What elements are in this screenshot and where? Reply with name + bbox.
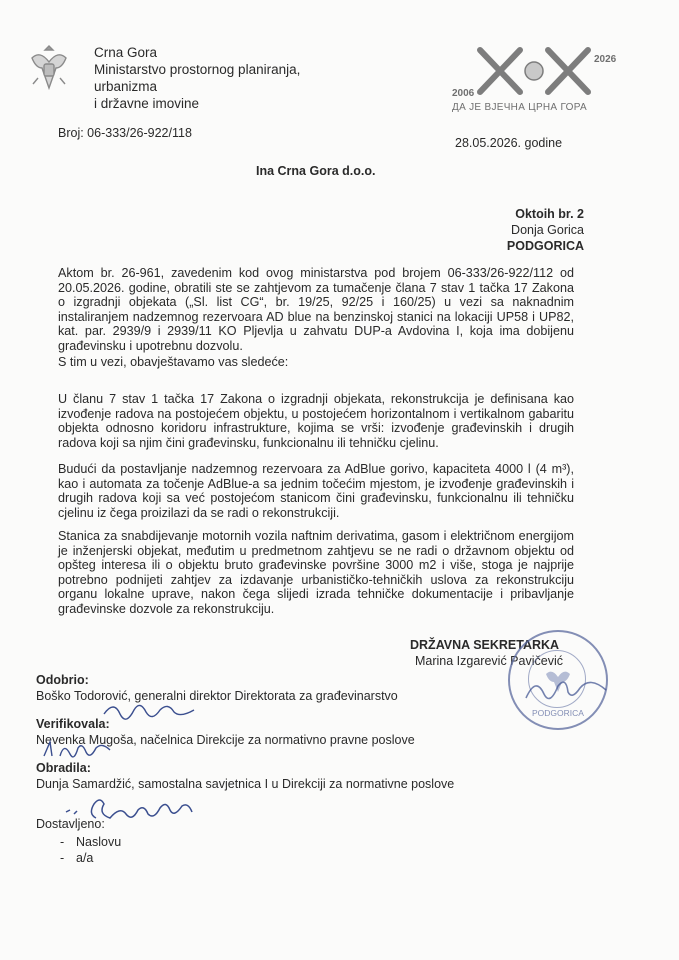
paragraph-request: Aktom br. 26-961, zavedenim kod ovog ministarstva pod brojem 06-333/26-922/112 od 20.05.2026. godine, obratili ste se zahtjevom za tumačenje člana 7 stav 1 tačka 17 Zakona o izgradnji objekata („Sl. list CG“, br. 19/25, 92/25 i 160/25) u vezi sa naknadnim instaliranjem nadzemnog rezervoara AD blue na benzinskoj stanici na lokaciji UP58 i UP82, kat. par. 2939/9 i 2939/11 KO Pljevlja u zahvatu DUP-a Avdovina I, koja ima dobijenu građevinsku i upotrebnu dozvolu. xyxy=(58,266,574,353)
ministry-name-line1: Ministarstvo prostornog planiranja, urbanizma xyxy=(94,62,301,94)
verifikovala-text: Nevenka Mugoša, načelnica Direkcije za normativno pravne poslove xyxy=(36,733,415,747)
jubilee-logo xyxy=(452,40,652,120)
coat-of-arms-icon xyxy=(26,40,72,94)
obradila-text: Dunja Samardžić, samostalna savjetnica I u Direkciji za normativne poslove xyxy=(36,777,455,791)
dostavljeno-item: - Naslovu xyxy=(60,834,121,850)
recipient-company: Ina Crna Gora d.o.o. xyxy=(256,164,376,178)
jubilee-year-right: 2026 xyxy=(594,54,617,65)
signatory-name: Marina Izgarević Pavičević xyxy=(415,654,563,668)
paragraph-adblue: Budući da postavljanje nadzemnog rezervoara za AdBlue gorivo, kapaciteta 4000 l (4 m³), kao i automata za točenje AdBlue-a sa jednim točećim mjestom, je izvođenje građevinskih i drugih radova koji sa već postojećom stanicom čini građevinsku, funkcionalnu ili tehničku cjelinu iz čega proizilazi da se radi o rekonstrukciji. xyxy=(58,462,574,520)
paragraph-definition: U članu 7 stav 1 tačka 17 Zakona o izgradnji objekata, rekonstrukcija je definisana kao izvođenje radova na postojećem objektu, u postojećem horizontalnom i vertikalnom gabaritu objekta odnosno koridoru infrastrukture, kojima se vrši: izvođenje građevinskih i drugih radova koji sa njim čini građevinsku, funkcionalnu ili tehničku cjelinu. xyxy=(58,392,574,450)
odobrio-text: Boško Todorović, generalni direktor Direktorata za građevinarstvo xyxy=(36,689,398,703)
handwritten-signature-main xyxy=(522,672,612,714)
ministry-name-line2: i državne imovine xyxy=(94,96,200,111)
verifikovala-label: Verifikovala: xyxy=(36,717,110,731)
recipient-address-line2: Donja Gorica xyxy=(511,223,584,237)
jubilee-year-left: 2006 xyxy=(452,88,475,99)
stamp-city: PODGORICA xyxy=(532,708,584,718)
paragraph-intro: S tim u vezi, obavještavamo vas sledeće: xyxy=(58,355,289,369)
recipient-address-line1: Oktoih br. 2 xyxy=(515,207,584,221)
country-name: Crna Gora xyxy=(94,45,158,60)
reference-number: Broj: 06-333/26-922/118 xyxy=(58,126,192,140)
odobrio-label: Odobrio: xyxy=(36,673,89,687)
document-date: 28.05.2026. godine xyxy=(455,136,563,150)
dostavljeno-label: Dostavljeno: xyxy=(36,817,105,831)
signatory-title: DRŽAVNA SEKRETARKA xyxy=(410,638,560,652)
recipient-city: PODGORICA xyxy=(506,239,584,253)
jubilee-motto: ДА ЈЕ ВЈЕЧНА ЦРНА ГОРА xyxy=(452,102,587,113)
dostavljeno-item: - a/a xyxy=(60,850,121,866)
obradila-label: Obradila: xyxy=(36,761,91,775)
paragraph-conclusion: Stanica za snabdijevanje motornih vozila naftnim derivatima, gasom i električnom energijom je inženjerski objekat, međutim u predmetnom zahtjevu se ne radi o državnom objektu od opšteg interesa ili o objektu bruto građevinske površine 3000 m2 i više, stoga je najprije potrebno podnijeti zahtjev za izdavanje urbanističko-tehničkih uslova za rekonstrukciju organu lokalne uprave, nakon čega slijedi izrada tehničke dokumentacije i pribavljanje građevinske dozvole za rekonstrukciju. xyxy=(58,529,574,616)
